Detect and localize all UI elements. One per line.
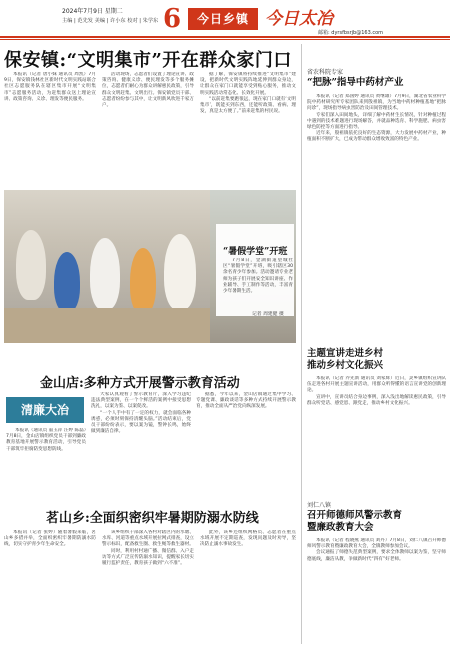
story3-body-col2 — [102, 530, 194, 644]
photo-caption-body — [223, 258, 293, 306]
paragraph: 大家认真观看了警示教育片，深入学习违纪违法典型案例，在一个个鲜活的案例中接受思想洗礼，以案为鉴、以案促改。 — [91, 392, 191, 410]
lead-body-col2 — [102, 72, 194, 182]
paragraph: 宣讲中，宣讲员结合身边事例，深入浅出地解读惠民政策，引导群众听党话、感党恩、跟党走，推动乡村文化振兴。 — [307, 394, 446, 406]
paragraph: 同时，利用村村通广播、微信群、入户走访等方式广泛宣传防溺水知识，提醒家长切实履行监护责任，教育孩子做到“六不准”。 — [102, 548, 194, 567]
story2-body-col1 — [6, 428, 86, 500]
lead-headline: 保安镇:“文明集市”开在群众家门口 — [4, 50, 292, 71]
paragraph: 本报讯（记者 乔先新 通讯员 刘家辉）近日，灵乡镇组织宣讲队伍走进各村开展主题宣讲活动，用群众听得懂的语言宣讲党的创新理论。 — [307, 376, 446, 394]
lead-body-col3 — [200, 72, 296, 182]
photo-figure — [130, 248, 156, 314]
story2-headline: 金山店:多种方式开展警示教育活动 — [40, 376, 240, 391]
photo-table — [4, 308, 210, 343]
paragraph: 7月8日，金湖街道望城社区“暑假学堂”开班，吸引辖区30余名青少年参加。活动邀请专业老师为孩子们开展安全知识讲座、作业辅导、手工制作等活动，丰富青少年暑期生活。 — [223, 258, 293, 295]
paragraph: “一个人手中有了一定的权力，就会面临各种诱惑，必须时刻保持清醒头脑。”活动结束后，党员干部纷纷表示，要以案为镜，警钟长鸣，始终做到廉洁自律。 — [91, 410, 191, 435]
paragraph: 本报讯（记者 唐小妹 通讯员 周凯）7月9日，保安镇钱林社区新时代文明实践站联合社区志愿服务队在辖区集市开展“文明集市”志愿服务活动，为赶集群众送上理论宣讲、政策咨询、义诊、理发等便民服务。 — [4, 72, 96, 102]
page-header — [0, 0, 450, 40]
paragraph: 此外，该乡还组织网格员、志愿者在重点水域开展不定期巡查，发现问题及时劝导，坚决防止溺水事故发生。 — [200, 530, 296, 548]
paragraph: 该乡组织干部深入各村对辖区内的水塘、水库、河道等重点水域开展拉网式排查，设立警示标识，配备救生圈、救生绳等救生器材。 — [102, 530, 194, 548]
story3-headline: 茗山乡:全面织密织牢暑期防溺水防线 — [46, 511, 259, 526]
photo-caption-title: “暑假学堂”开班 — [223, 247, 288, 257]
photo-credit: 记者 周建健 摄 — [252, 312, 284, 317]
lead-body-col1 — [4, 72, 96, 182]
paragraph: 据悉，今年以来，金山店镇通过集中学习、专题党课、廉政谈话等多种方式持续开展警示教育，推动全面从严治党向纵深发展。 — [196, 392, 296, 410]
newspaper-logo: 今日太冶 — [265, 9, 333, 29]
issue-date: 2024年7月9日 星期二 — [62, 8, 123, 15]
contact-email: 邮箱: dyrsfbsrjb@163.com — [318, 30, 384, 36]
photo-summer-class — [4, 190, 210, 343]
photo-figure — [16, 230, 46, 300]
sidebar2-headline: 主题宣讲走进乡村 推动乡村文化振兴 — [307, 348, 384, 371]
paragraph: 会议通报了师德失范典型案例，要求全体教师以案为鉴，坚守师德底线，廉洁从教，争做新时代“四有”好老师。 — [307, 550, 446, 562]
photo-figure — [54, 252, 80, 312]
paragraph: 近年来，殷祖镇依托良好的生态资源，大力发展中药材产业，种植面积不断扩大，已成为带动群众增收致富的特色产业。 — [307, 131, 446, 143]
paragraph: 活动现场，志愿者们设置了理论宣讲、政策咨询、健康义诊、便民理发等多个服务摊位，志愿者们耐心为群众讲解惠民政策，引导群众文明赶集、文明出行。保安镇党员干部、志愿者纷纷参与其中，让文明新风吹进千家万户。 — [102, 72, 194, 109]
story2-body-col3 — [196, 392, 296, 500]
photo-figure — [164, 234, 196, 310]
sidebar3-headline: 召开师德师风警示教育 暨廉政教育大会 — [307, 510, 403, 533]
header-rule-thin — [0, 39, 450, 40]
clean-dye-badge: 清廉大冶 — [6, 397, 84, 423]
paragraph: 本报讯（通讯员 董玉萍 汪婷 陈磊）7月8日，金山店镇组织党员干部到廉政教育基地开展警示教育活动，引导党员干部筑牢拒腐防变思想防线。 — [6, 428, 86, 452]
paragraph: 本报讯（记者 张婷）随着暑假来临，茗山乡多措并举，全面织密织牢暑期防溺水防线，切实守护青少年生命安全。 — [4, 530, 96, 548]
story3-body-col1 — [4, 530, 96, 644]
paragraph: “以前赶集要跑很远，现在家门口就有‘文明集市’，既能买到东西，还能听政策、看病、理发，真是太方便了。”前来赶集的村民说。 — [200, 96, 296, 115]
header-rule — [0, 36, 450, 38]
sidebar3-body — [307, 538, 446, 644]
paragraph: 本报讯（记者 程晓燕 通讯员 刘丹）7月8日，刘仁八镇召开师德师风警示教育暨廉政教育大会，全镇教师参加会议。 — [307, 538, 446, 550]
sidebar2-body — [307, 376, 446, 496]
sidebar1-headline: “把脉”指导中药材产业 — [307, 77, 404, 88]
editor-credits: 主编 | 范先发 美编 | 许小东 校对 | 朱学东 — [62, 18, 159, 24]
story2-body-col2 — [91, 392, 191, 500]
page-number: 6 — [163, 4, 182, 34]
paragraph: 专家们深入田间地头，详细了解中药材生长情况，针对种植过程中遇到的技术难题进行现场解答，并就品种选育、科学施肥、病虫害绿色防控等方面进行指导。 — [307, 112, 446, 131]
sidebar1-kicker: 省农科院专家 — [307, 69, 344, 76]
sidebar1-body — [307, 94, 446, 330]
paragraph: 据了解，保安镇将持续推进“文明集市”建设，把新时代文明实践阵地延伸到群众身边，让群众在家门口就能享受到贴心服务，推动文明实践活动常态化、长效化开展。 — [200, 72, 296, 96]
paragraph: 本报讯（记者 郑国婷 通讯员 黄继雄）7月9日，湖北省农业科学院中药材研究所专家团队来到殷祖镇，为当地中药材种植基地“把脉问诊”，现场指导病虫害防治及田间管理技术。 — [307, 94, 446, 112]
sidebar3-kicker: 刘仁八镇 — [307, 502, 332, 509]
photo-figure — [90, 238, 120, 310]
section-title: 今日乡镇 — [188, 8, 258, 30]
story3-body-col3 — [200, 530, 296, 644]
column-divider — [301, 44, 302, 644]
